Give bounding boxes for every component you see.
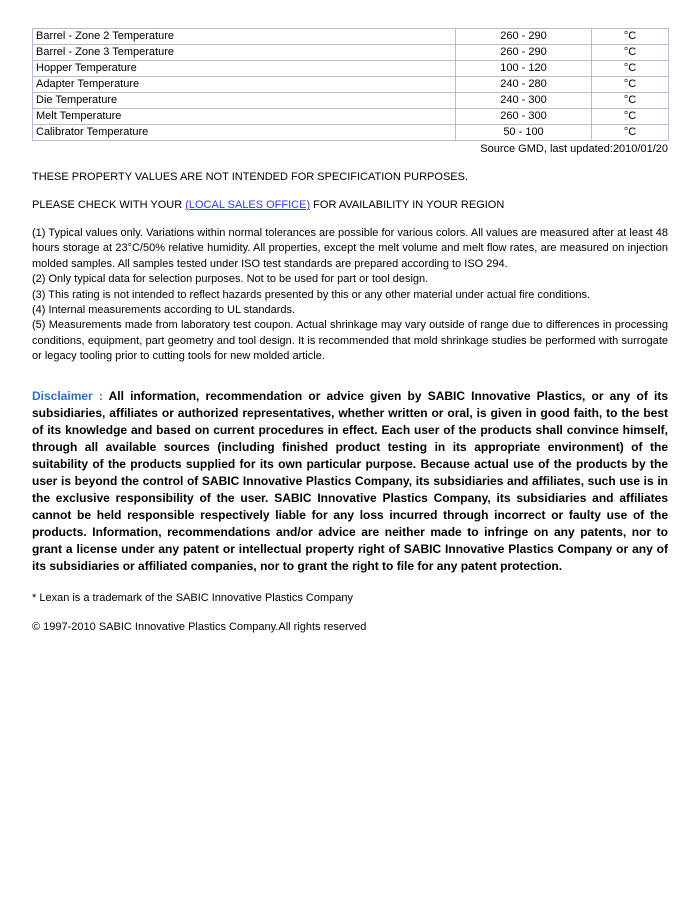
table-row <box>33 125 669 141</box>
property-value-cell: 240 - 300 <box>456 93 592 109</box>
property-name-cell: Adapter Temperature <box>33 77 456 93</box>
availability-suffix: FOR AVAILABILITY IN YOUR REGION <box>310 199 505 211</box>
availability-prefix: PLEASE CHECK WITH YOUR <box>32 199 186 211</box>
processing-parameters-table <box>32 28 669 141</box>
disclaimer-label: Disclaimer : <box>32 388 103 403</box>
table-row <box>33 61 669 77</box>
footnote-2: (2) Only typical data for selection purposes. Not to be used for part or tool design. <box>32 273 429 286</box>
property-name-cell: Hopper Temperature <box>33 61 456 77</box>
footnote-4: (4) Internal measurements according to UL standards. <box>32 304 296 317</box>
property-name-cell: Melt Temperature <box>33 109 456 125</box>
property-name-cell: Calibrator Temperature <box>33 125 456 141</box>
table-row <box>33 93 669 109</box>
property-unit-cell: °C <box>592 29 669 45</box>
footnotes-block <box>32 226 668 365</box>
table-row <box>33 45 669 61</box>
property-name-cell: Barrel - Zone 2 Temperature <box>33 29 456 45</box>
footnote-1: (1) Typical values only. Variations within normal tolerances are possible for various colors. All values are measured after at least 48 hours storage at 23°C/50% relative humidity. All properties, except the melt volume and melt flow rates, are measured on injection molded samples. All samples tested under ISO test standards are prepared according to ISO 294. <box>32 227 668 270</box>
property-value-cell: 240 - 280 <box>456 77 592 93</box>
property-unit-cell: °C <box>592 45 669 61</box>
footnote-3: (3) This rating is not intended to reflect hazards presented by this or any other material under actual fire conditions. <box>32 288 591 301</box>
trademark-note: * Lexan is a trademark of the SABIC Innovative Plastics Company <box>32 591 353 604</box>
disclaimer-body: All information, recommendation or advice given by SABIC Innovative Plastics, or any of its subsidiaries, affiliates or authorized representatives, whether written or oral, is given in good faith, to the best of its knowledge and based on current procedures in effect. Each user of the products shall convince himself, through all available sources (including finished product testing in its appropriate environment) of the suitability of the products supplied for its own particular purpose. Because actual use of the products by the user is beyond the control of SABIC Innovative Plastics Company, its subsidiaries and affiliates, such use is in the exclusive responsibility of the user. SABIC Innovative Plastics Company, its subsidiaries and affiliates cannot be held responsible respectively liable for any loss incurred through incorrect or faulty use of the products. Information, recommendations and/or advice are neither made to infringe on any patents, nor to grant a license under any patent or intellectual property right of SABIC Innovative Plastics Company or any of its subsidiaries or affiliated companies, nor to grant the right to file for any patent protection. <box>32 388 668 573</box>
property-value-cell: 260 - 290 <box>456 29 592 45</box>
availability-statement <box>32 199 668 212</box>
property-value-cell: 50 - 100 <box>456 125 592 141</box>
spec-purpose-statement: THESE PROPERTY VALUES ARE NOT INTENDED FOR SPECIFICATION PURPOSES. <box>32 171 469 183</box>
table-row <box>33 109 669 125</box>
local-sales-office-link[interactable]: (LOCAL SALES OFFICE) <box>185 199 311 211</box>
property-value-cell: 100 - 120 <box>456 61 592 77</box>
footnote-5: (5) Measurements made from laboratory test coupon. Actual shrinkage may vary outside of range due to differences in processing conditions, equipment, part geometry and tool design. It is recommended that mold shrinkage studies be performed with surrogate or legacy tooling prior to cutting tools for new molded article. <box>32 319 668 363</box>
disclaimer-paragraph <box>32 388 668 575</box>
table-row <box>33 29 669 45</box>
property-name-cell: Die Temperature <box>33 93 456 109</box>
copyright-note: © 1997-2010 SABIC Innovative Plastics Company.All rights reserved <box>32 620 367 633</box>
property-unit-cell: °C <box>592 109 669 125</box>
property-unit-cell: °C <box>592 61 669 77</box>
table-row <box>33 77 669 93</box>
source-note: Source GMD, last updated:2010/01/20 <box>480 143 668 155</box>
property-unit-cell: °C <box>592 125 669 141</box>
property-unit-cell: °C <box>592 93 669 109</box>
property-unit-cell: °C <box>592 77 669 93</box>
property-value-cell: 260 - 300 <box>456 109 592 125</box>
property-value-cell: 260 - 290 <box>456 45 592 61</box>
property-name-cell: Barrel - Zone 3 Temperature <box>33 45 456 61</box>
